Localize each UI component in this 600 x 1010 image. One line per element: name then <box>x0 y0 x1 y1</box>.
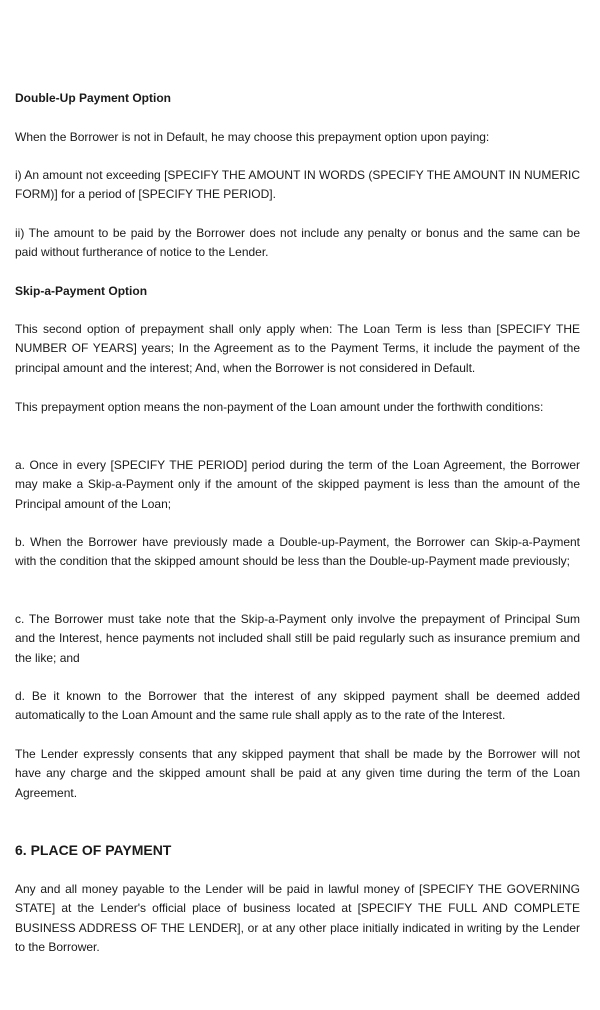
skip-paragraph-conditions: This second option of prepayment shall only apply when: The Loan Term is less than [SPECIFY THE NUMBER OF YEARS] years; In the Agreement as to the Payment Terms, it include the payment of the principal amount and the interest; And, when the Borrower is not considered in Default. <box>15 322 580 375</box>
double-up-heading: Double-Up Payment Option <box>15 91 171 105</box>
skip-item-d: d. Be it known to the Borrower that the interest of any skipped payment shall be deemed added automatically to the Loan Amount and the same rule shall apply as to the rate of the Interest. <box>15 689 580 723</box>
place-of-payment-paragraph: Any and all money payable to the Lender will be paid in lawful money of [SPECIFY THE GOVERNING STATE] at the Lender's official place of business located at [SPECIFY THE FULL AND COMPLETE BUSINESS ADDRESS OF THE LENDER], or at any other place initially indicated in writing by the Lender to the Borrower. <box>15 882 580 955</box>
skip-item-b: b. When the Borrower have previously made a Double-up-Payment, the Borrower can Skip-a-Payment with the condition that the skipped amount should be less than the Double-up-Payment made previously; <box>15 535 580 569</box>
skip-a-payment-heading: Skip-a-Payment Option <box>15 284 148 298</box>
double-up-item-ii: ii) The amount to be paid by the Borrower does not include any penalty or bonus and the same can be paid without furtherance of notice to the Lender. <box>15 226 580 260</box>
skip-paragraph-consent: The Lender expressly consents that any skipped payment that shall be made by the Borrower will not have any charge and the skipped amount shall be paid at any given time during the term of the Loan Agreement. <box>15 747 580 800</box>
skip-paragraph-meaning: This prepayment option means the non-payment of the Loan amount under the forthwith conditions: <box>15 400 544 414</box>
skip-item-c: c. The Borrower must take note that the Skip-a-Payment only involve the prepayment of Principal Sum and the Interest, hence payments not included shall still be paid regularly such as insurance premium and the like; and <box>15 612 580 665</box>
place-of-payment-heading: 6. PLACE OF PAYMENT <box>15 842 172 858</box>
skip-item-a: a. Once in every [SPECIFY THE PERIOD] period during the term of the Loan Agreement, the Borrower may make a Skip-a-Payment only if the amount of the skipped payment is less than the amount of the Principal amount of the Loan; <box>15 458 580 511</box>
double-up-intro: When the Borrower is not in Default, he may choose this prepayment option upon paying: <box>15 130 490 144</box>
double-up-item-i: i) An amount not exceeding [SPECIFY THE AMOUNT IN WORDS (SPECIFY THE AMOUNT IN NUMERIC FORM)] for a period of [SPECIFY THE PERIOD]. <box>15 168 580 202</box>
